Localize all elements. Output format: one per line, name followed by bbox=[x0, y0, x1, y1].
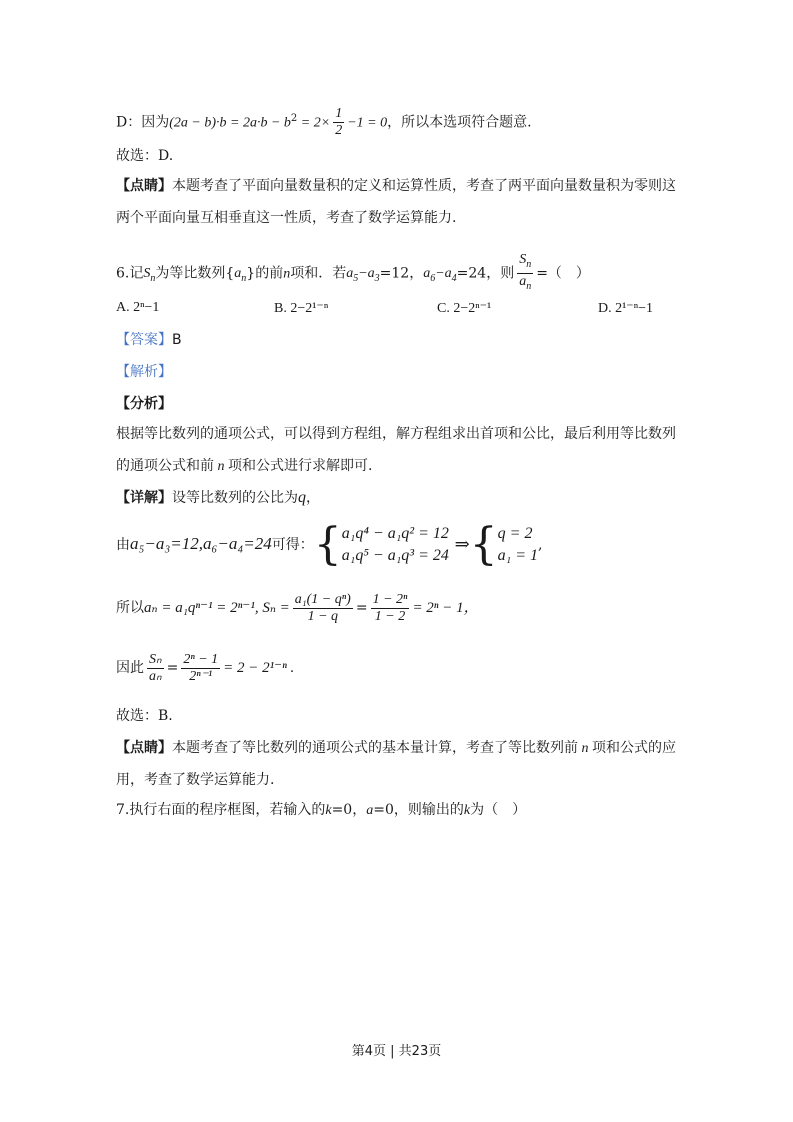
question-7-stem: 7.执行右面的程序框图，若输入的k=0，a=0，则输出的k为（ ） bbox=[116, 802, 527, 818]
choose-b: 故选：B. bbox=[116, 708, 173, 724]
option-a[interactable]: A. 2ⁿ−1 bbox=[116, 300, 160, 315]
dianjing-tag: 【点睛】 bbox=[116, 178, 172, 194]
answer-line bbox=[116, 330, 182, 350]
system-line: 由a₅−a₃=12,a₆−a₄=24可得：{ a₁q⁴ − a₁q² = 12 a₁q⁵ − a₁q³ = 24 ⇒{ q = 2 a₁ = 1 , bbox=[116, 519, 543, 570]
option-b[interactable]: B. 2−2¹⁻ⁿ bbox=[274, 301, 329, 316]
answer-value: B bbox=[172, 332, 182, 348]
d-eq: = 2× bbox=[297, 115, 331, 131]
dianjing-2-line-b: 用，考查了数学运算能力. bbox=[116, 772, 275, 788]
equation-system: a₁q⁴ − a₁q² = 12 a₁q⁵ − a₁q³ = 24 bbox=[341, 525, 449, 564]
page-footer: 第4页 | 共23页 bbox=[351, 1044, 442, 1059]
fenxi-text-b: 的通项公式和前 n 项和公式进行求解即可. bbox=[116, 458, 373, 474]
dianjing-2-line-a: 【点睛】本题考查了等比数列的通项公式的基本量计算，考查了等比数列前 n 项和公式的应 bbox=[116, 740, 676, 756]
xiangjie-line: 【详解】设等比数列的公比为q， bbox=[116, 489, 320, 506]
answer-tag: 【答案】 bbox=[116, 332, 172, 348]
d-prefix: D：因为 bbox=[116, 114, 170, 131]
d-suffix: ，所以本选项符合题意. bbox=[387, 114, 532, 131]
fenxi-tag: 【分析】 bbox=[116, 396, 172, 412]
yinci-line: 因此 $\frac{\text{Sₙ}}{\text{aₙ}}$ = $\frac{\text{2ⁿ − 1}}{\text{2ⁿ⁻¹}}$ = 2 − 2¹⁻ⁿ . bbox=[116, 651, 295, 684]
d-half-fraction: $\frac{1}{2}$ bbox=[335, 106, 343, 138]
brace-left: { bbox=[313, 519, 342, 570]
option-d[interactable]: D. 2¹⁻ⁿ−1 bbox=[598, 301, 654, 316]
you-expr: a₅−a₃=12,a₆−a₄=24 bbox=[130, 534, 272, 553]
suoyi-line: 所以aₙ = a₁qⁿ⁻¹ = 2ⁿ⁻¹, Sₙ = $\frac{\text{a₁(1 − qⁿ)}}{1 - q}$ = $\frac{\text{1 − 2ⁿ}}{1 - 2}$ = 2ⁿ − 1， bbox=[116, 591, 479, 624]
dianjing-1-line-a bbox=[116, 176, 676, 196]
q6-fraction: $\frac{S_n}{a_n}$ bbox=[519, 252, 532, 292]
dianjing-text: 本题考查了平面向量数量积的定义和运算性质，考查了两平面向量数量积为零则这 bbox=[172, 178, 676, 194]
implies-arrow: ⇒ bbox=[448, 534, 470, 555]
d-tail: −1 = 0 bbox=[347, 115, 388, 131]
option-d-analysis: D：因为$(2a - b)\cdot b = 2a\cdot b - b^2 = 2\times$ $\frac{1}{2}$ −1 = 0，所以本选项符合题意. bbox=[116, 106, 532, 138]
brace-right: { bbox=[469, 519, 498, 570]
option-c[interactable]: C. 2−2ⁿ⁻¹ bbox=[437, 301, 492, 316]
dianjing-1-line-b: 两个平面向量互相垂直这一性质，考查了数学运算能力. bbox=[116, 210, 457, 226]
system-result: q = 2 a₁ = 1 bbox=[497, 525, 539, 564]
fenxi-text-a: 根据等比数列的通项公式，可以得到方程组，解方程组求出首项和公比，最后利用等比数列 bbox=[116, 426, 676, 442]
jiexi-tag: 【解析】 bbox=[116, 364, 172, 380]
choose-d: 故选：D. bbox=[116, 148, 174, 164]
d-vector-expr: (2a − b)·b = 2a·b − b bbox=[169, 115, 291, 131]
question-6-stem: 6.记$S_n$为等比数列$\{a_n\}$的前n项和．若$a_5-a_3=12$，$a_6-a_4=24$，则 $\frac{S_n}{a_n}$ =（ ） bbox=[116, 252, 590, 295]
